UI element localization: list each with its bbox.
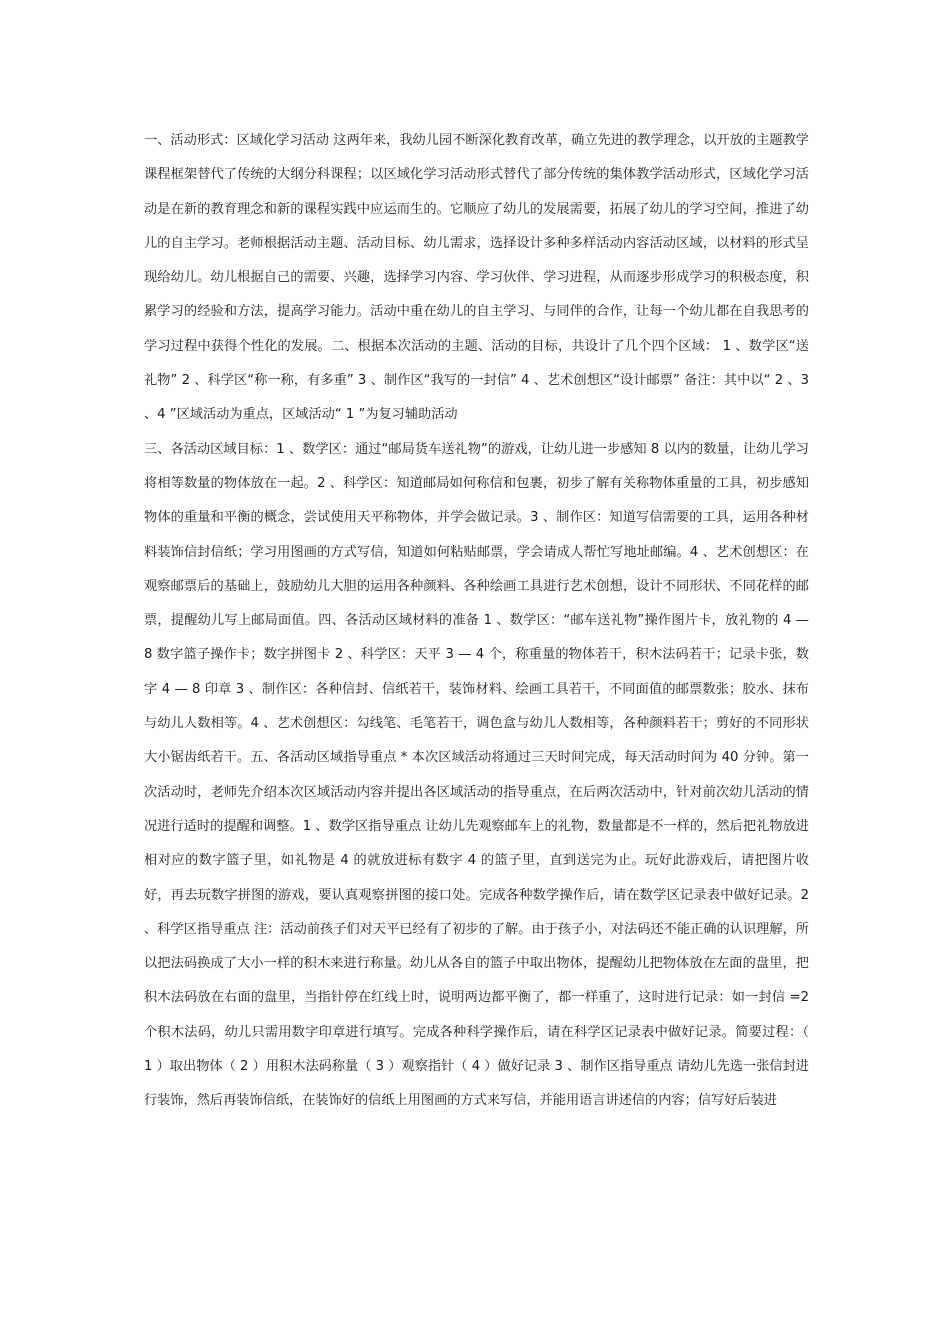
document-body [144,124,809,1119]
paragraph-area-goals-materials-guidance: 三、各活动区域目标：1 、数学区：通过“邮局货车送礼物”的游戏，让幼儿进一步感知 8 以内的数量，让幼儿学习将相等数量的物体放在一起。2 、科学区：知道邮局如何称信和包裹，初步了解有关称物体重量的工具，初步感知物体的重量和平衡的概念，尝试使用天平称物体，并学会做记录。3 、制作区：知道写信需要的工具，运用各种材料装饰信封信纸；学习用图画的方式写信，知道如何粘贴邮票，学会请成人帮忙写地址邮编。4 、艺术创想区：在观察邮票后的基础上，鼓励幼儿大胆的运用各种颜料、各种绘画工具进行艺术创想，设计不同形状、不同花样的邮票，提醒幼儿写上邮局面值。四、各活动区域材料的准备 1 、数学区：“邮车送礼物”操作图片卡，放礼物的 4 — 8 数字篮子操作卡；数字拼图卡 2 、科学区：天平 3 — 4 个，称重量的物体若干，积木法码若干；记录卡张，数字 4 — 8 印章 3 、制作区：各种信封、信纸若干，装饰材料、绘画工具若干，不同面值的邮票数张；胶水、抹布与幼儿人数相等。4 、艺术创想区：勾线笔、毛笔若干，调色盒与幼儿人数相等，各种颜料若干；剪好的不同形状大小锯齿纸若干。五、各活动区域指导重点 * 本次区域活动将通过三天时间完成，每天活动时间为 40 分钟。第一次活动时，老师先介绍本次区域活动内容并提出各区域活动的指导重点，在后两次活动中，针对前次幼儿活动的情况进行适时的提醒和调整。1 、数学区指导重点 让幼儿先观察邮车上的礼物，数量都是不一样的，然后把礼物放进相对应的数字篮子里，如礼物是 4 的就放进标有数字 4 的篮子里，直到送完为止。玩好此游戏后，请把图片收好，再去玩数字拼图的游戏，要认真观察拼图的接口处。完成各种数学操作后，请在数学区记录表中做好记录。2 、科学区指导重点 注：活动前孩子们对天平已经有了初步的了解。由于孩子小，对法码还不能正确的认识理解，所以把法码换成了大小一样的积木来进行称量。幼儿从各自的篮子中取出物体，提醒幼儿把物体放在左面的盘里，把积木法码放在右面的盘里，当指针停在红线上时，说明两边都平衡了，都一样重了，这时进行记录：如一封信 =2 个积木法码，幼儿只需用数字印章进行填写。完成各种科学操作后，请在科学区记录表中做好记录。简要过程：（ 1 ）取出物体（ 2 ）用积木法码称量（ 3 ）观察指针（ 4 ）做好记录 3 、制作区指导重点 请幼儿先选一张信封进行装饰，然后再装饰信纸，在装饰好的信纸上用图画的方式来写信，并能用语言讲述信的内容；信写好后装进 [144,441,809,1109]
paragraph-activity-form-and-areas: 一、活动形式：区域化学习活动 这两年来，我幼儿园不断深化教育改革，确立先进的教学理念，以开放的主题教学课程框架替代了传统的大纲分科课程；以区域化学习活动形式替代了部分传统的集体教学活动形式，区域化学习活动是在新的教育理念和新的课程实践中应运而生的。它顺应了幼儿的发展需要，拓展了幼儿的学习空间，推进了幼儿的自主学习。老师根据活动主题、活动目标、幼儿需求，选择设计多种多样活动内容活动区域，以材料的形式呈现给幼儿。幼儿根据自己的需要、兴趣，选择学习内容、学习伙伴、学习进程，从而逐步形成学习的积极态度，积累学习的经验和方法，提高学习能力。活动中重在幼儿的自主学习、与同伴的合作，让每一个幼儿都在自我思考的学习过程中获得个性化的发展。二、根据本次活动的主题、活动的目标，共设计了几个四个区域： 1 、数学区“送礼物” 2 、科学区“称一称，有多重” 3 、制作区“我写的一封信” 4 、艺术创想区“设计邮票” 备注：其中以“ 2 、3 、4 ”区域活动为重点，区域活动“ 1 ”为复习辅助活动 [144,133,809,423]
